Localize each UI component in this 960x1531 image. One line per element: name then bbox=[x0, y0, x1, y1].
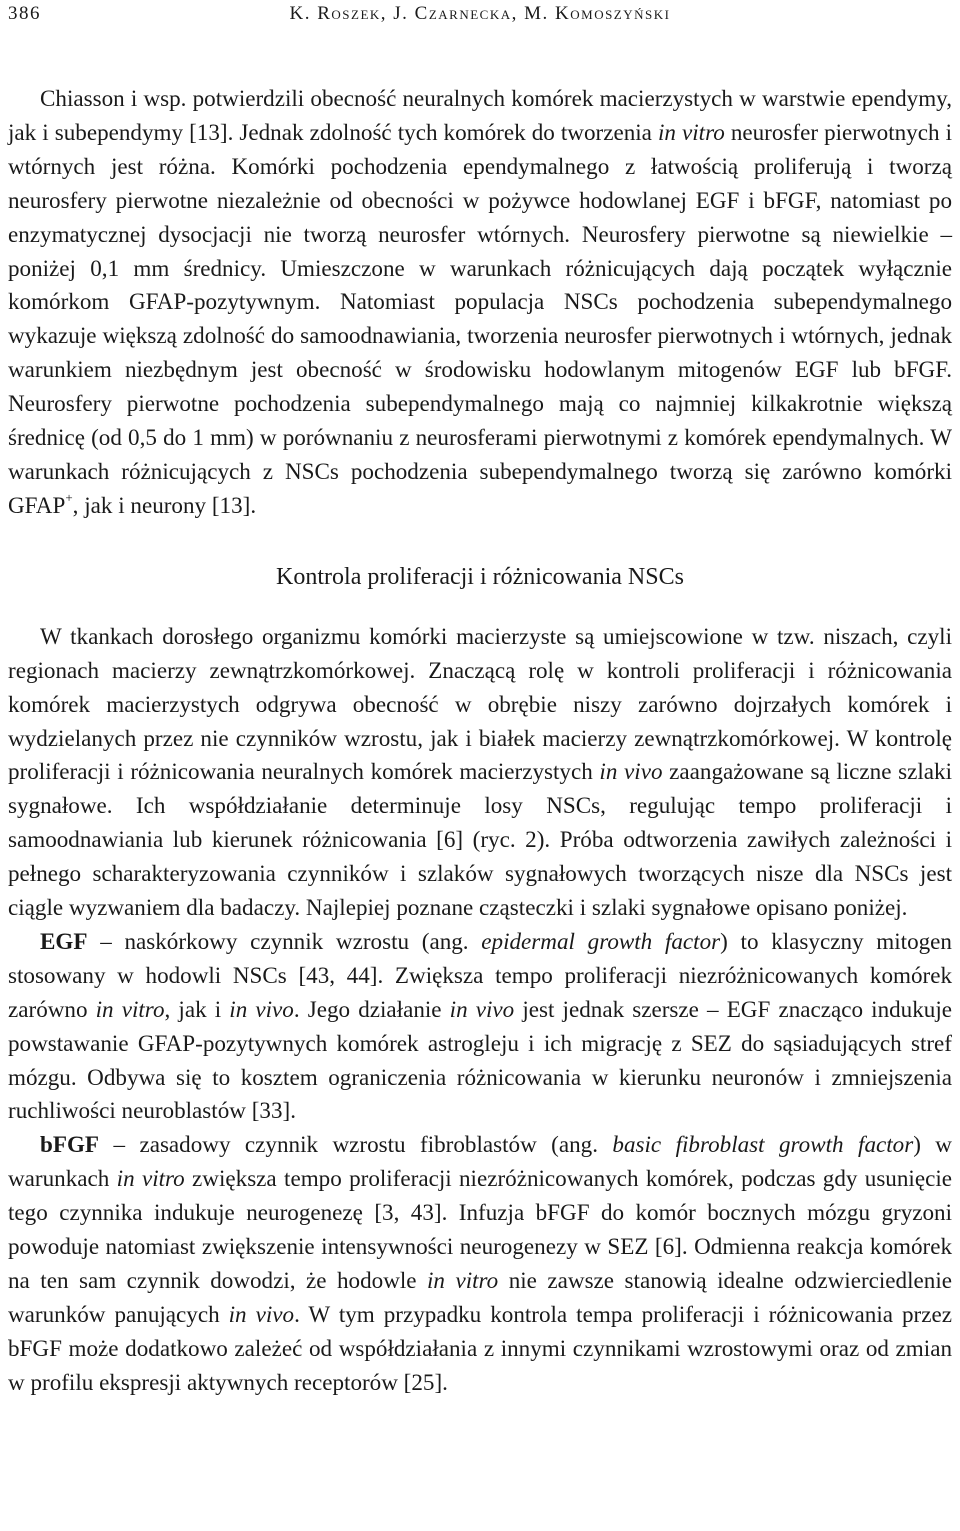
text-run: ) w warunkach bbox=[8, 1131, 952, 1192]
paragraph-niches bbox=[8, 620, 952, 925]
italic-term: in vivo bbox=[599, 758, 663, 785]
text-run: neurosfer pierwotnych i wtórnych jest różna. Komórki pochodzenia ependymalnego z łatwością proliferują i tworzą neurosfery pierwotne niezależnie od obecności w pożywce hodowlanej EGF i bFGF, natomiast po enzymatycznej dysocjacji nie tworzą neurosfer wtórnych. Neurosfery pierwotne są niewielkie – poniżej 0,1 mm średnicy. Umieszczone w warunkach różnicujących dają początek wyłącznie komórkom GFAP-pozytywnym. Natomiast populacja NSCs pochodzenia subependymalnego wykazuje większą zdolność do samoodnawiania, tworzenia neurosfer pierwotnych i wtórnych, jednak warunkiem niezbędnym jest obecność w środowisku hodowlanym mitogenów EGF lub bFGF. Neurosfery pierwotne pochodzenia subependymalnego mają co najmniej kilkakrotnie większą średnicę (od 0,5 do 1 mm) w porównaniu z neurosferami pierwotnymi z komórek ependymalnych. W warunkach różnicujących z NSCs pochodzenia subependymalnego tworzą się zarówno komórki GFAP bbox=[8, 118, 952, 518]
text-run: , jak i neurony [13]. bbox=[72, 491, 257, 518]
text-run: nie zawsze stanowią idealne odzwierciedlenie warunków panujących bbox=[8, 1267, 952, 1327]
italic-term: in vivo bbox=[228, 1300, 295, 1327]
italic-term: epidermal growth factor bbox=[481, 927, 721, 954]
text-run: . W tym przypadku kontrola tempa proliferacji i różnicowania przez bFGF może dodatkowo zależeć od współdziałania z innymi czynnikami wzrostowymi oraz od zmian w profilu ekspresji aktywnych receptorów [25]. bbox=[8, 1300, 952, 1395]
text-run: W tkankach dorosłego organizmu komórki macierzyste są umiejscowione w tzw. niszach, czyli regionach macierzy zewnątrzkomórkowej. Znaczącą rolę w kontroli proliferacji i różnicowania komórek macierzystych odgrywa obecność w obrębie niszy zarówno dojrzałych komórek i wydzielanych przez nie czynników wzrostu, jak i białek macierzy zewnątrzkomórkowej. W kontrolę proliferacji i różnicowania neuralnych komórek macierzystych bbox=[8, 622, 952, 785]
text-run: – zasadowy czynnik wzrostu fibroblastów (ang. bbox=[99, 1131, 613, 1158]
italic-term: basic fibroblast growth factor bbox=[612, 1131, 914, 1158]
superscript: + bbox=[65, 490, 73, 506]
page-number: 386 bbox=[8, 3, 41, 24]
text-run: – naskórkowy czynnik wzrostu (ang. bbox=[87, 927, 482, 954]
text-run: Chiasson i wsp. potwierdzili obecność neuralnych komórek macierzystych w warstwie ependymy, jak i subependymy [13]. Jednak zdolność tych komórek do tworzenia bbox=[8, 85, 952, 145]
paragraph-ependyma bbox=[8, 82, 952, 523]
page-header bbox=[8, 3, 952, 31]
bold-term: bFGF bbox=[40, 1131, 100, 1158]
text-run: , jak i bbox=[164, 995, 230, 1022]
italic-term: in vitro bbox=[427, 1267, 499, 1293]
italic-term: in vitro bbox=[95, 995, 165, 1022]
text-run: . Jego działanie bbox=[293, 995, 450, 1022]
running-head: K. Roszek, J. Czarnecka, M. Komoszyński bbox=[289, 3, 671, 24]
italic-term: in vitro bbox=[657, 118, 725, 145]
italic-term: in vitro bbox=[116, 1165, 185, 1192]
text-run: ) to klasyczny mitogen stosowany w hodowli NSCs [43, 44]. Zwiększa tempo proliferacji niezróżnicowanych komórek zarówno bbox=[8, 927, 952, 1022]
section-heading: Kontrola proliferacji i różnicowania NSCs bbox=[276, 563, 684, 590]
article-body bbox=[8, 82, 952, 1400]
italic-term: in vivo bbox=[229, 995, 294, 1022]
paragraph-bfgf bbox=[8, 1128, 952, 1399]
text-run: zwiększa tempo proliferacji niezróżnicowanych komórek, podczas gdy usunięcie tego czynnika indukuje neurogenezę [3, 43]. Infuzja bFGF do komór bocznych mózgu gryzoni powoduje natomiast zwiększenie intensywności neurogenezy w SEZ [6]. Odmienna reakcja komórek na ten sam czynnik dowodzi, że hodowle bbox=[8, 1165, 952, 1293]
text-run: jest jednak szersze – EGF znacząco indukuje powstawanie GFAP-pozytywnych komórek astrogleju i ich migrację z SEZ do sąsiadujących stref mózgu. Odbywa się to kosztem ograniczenia różnicowania w kierunku neuronów i zmniejszenia ruchliwości neuroblastów [33]. bbox=[8, 995, 952, 1124]
bold-term: EGF bbox=[40, 927, 88, 954]
paragraph-egf bbox=[8, 925, 952, 1128]
italic-term: in vivo bbox=[449, 995, 515, 1022]
text-run: zaangażowane są liczne szlaki sygnałowe. Ich współdziałanie determinuje losy NSCs, regulując tempo proliferacji i samoodnawiania lub kierunek różnicowania [6] (ryc. 2). Próba odtworzenia zawiłych zależności i pełnego scharakteryzowania czynników i szlaków sygnałowych tworzących nisze dla NSCs jest ciągle wyzwaniem dla badaczy. Najlepiej poznane cząsteczki i szlaki sygnałowe opisano poniżej. bbox=[8, 758, 952, 921]
